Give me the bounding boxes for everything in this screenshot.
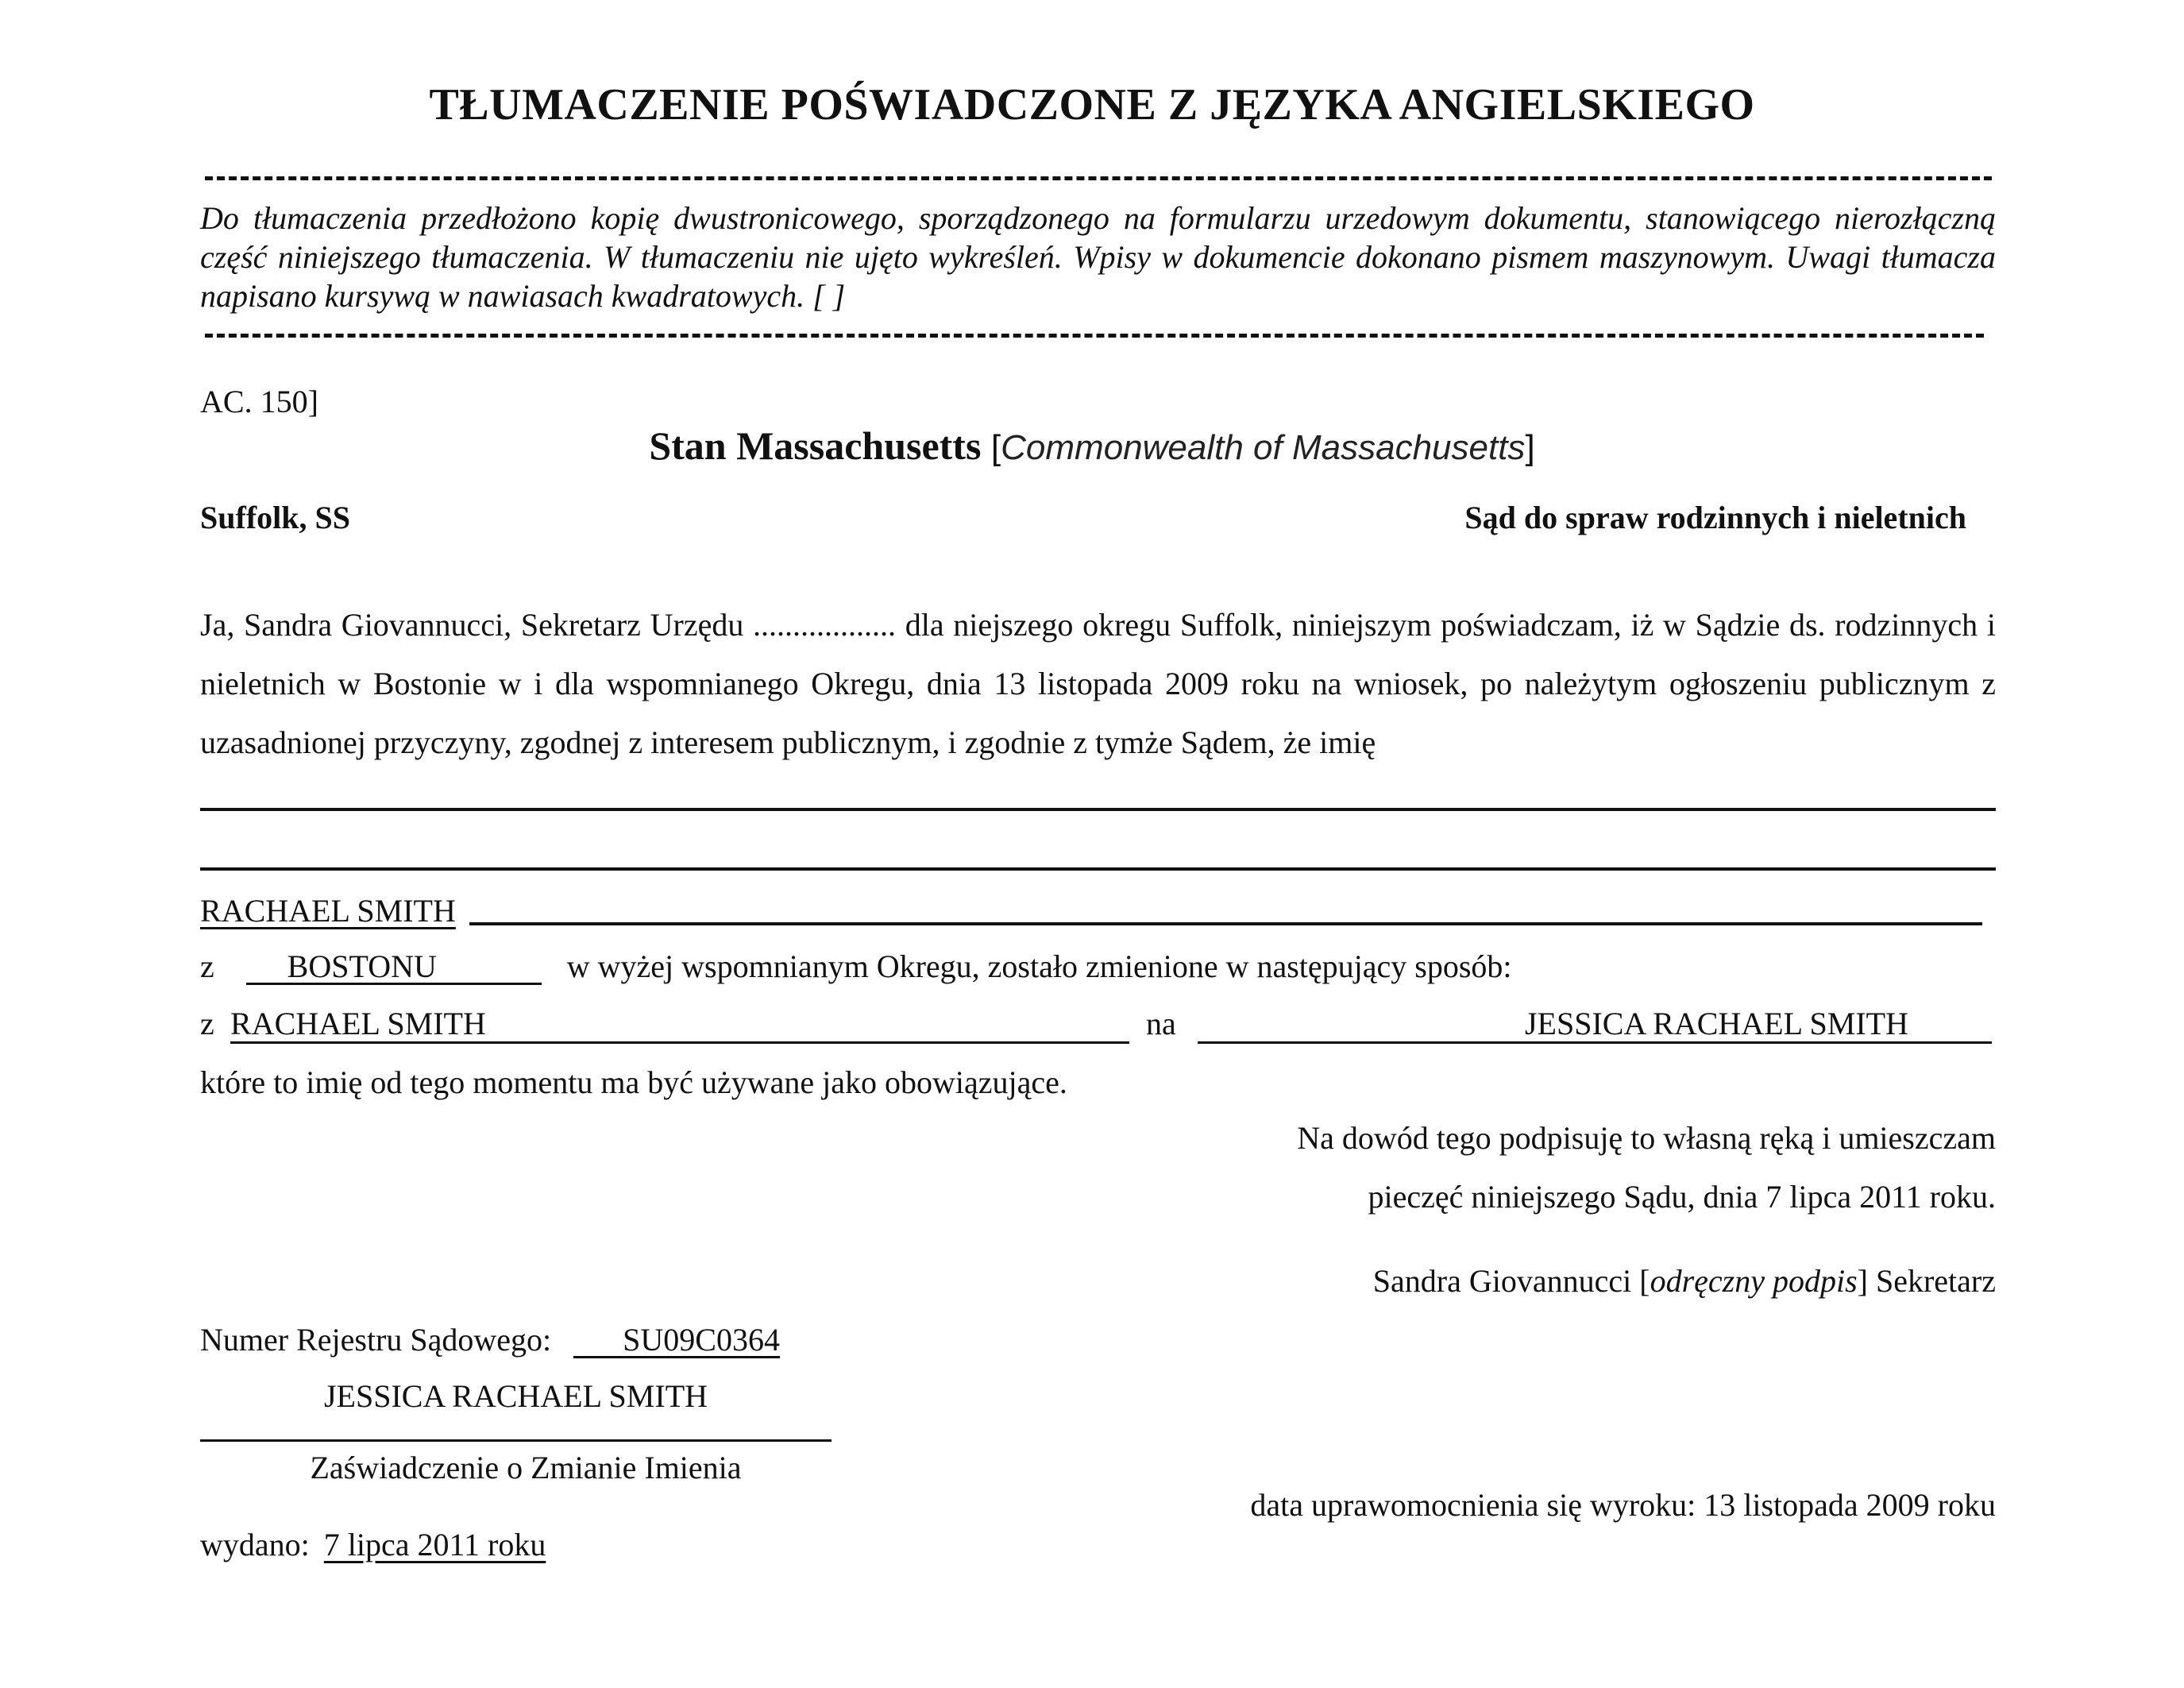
issued-date: 7 lipca 2011 roku	[323, 1527, 546, 1562]
to-name-field	[1198, 1008, 1992, 1044]
certificate-type: Zaświadczenie o Zmianie Imienia	[310, 1450, 742, 1485]
state-heading-bracket-open: [	[990, 428, 1001, 467]
form-code: AC. 150]	[200, 384, 318, 419]
blank-line-1	[200, 808, 1996, 811]
attestation-line-2: pieczęć niniejszego Sądu, dnia 7 lipca 2011 roku.	[1368, 1179, 1996, 1215]
state-heading-polish: Stan Massachusetts	[649, 423, 982, 468]
to-prefix: na	[1146, 1006, 1176, 1041]
issued-row	[200, 1529, 546, 1561]
signature-line	[1373, 1265, 1996, 1297]
docket-row	[200, 1324, 780, 1358]
former-name-row	[200, 895, 456, 927]
from-name: RACHAEL SMITH	[230, 1006, 486, 1041]
attestation-line-1: Na dowód tego podpisuję to własną ręką i umieszczam	[1297, 1120, 1996, 1156]
state-heading-original: Commonwealth of Massachusetts	[1001, 428, 1526, 467]
dashed-separator-bottom	[205, 334, 1984, 338]
former-name: RACHAEL SMITH	[200, 893, 456, 929]
place-field	[246, 948, 542, 985]
blank-line-2	[200, 867, 1996, 871]
signature-title: ] Sekretarz	[1857, 1263, 1996, 1299]
judgment-date-line: data uprawomocnienia się wyroku: 13 listopada 2009 roku	[1250, 1487, 1996, 1523]
document-title: TŁUMACZENIE POŚWIADCZONE Z JĘZYKA ANGIELSKIEGO	[429, 80, 1755, 129]
docket-number: SU09C0364	[623, 1322, 780, 1358]
translator-note: Do tłumaczenia przedłożono kopię dwustronicowego, sporządzonego na formularzu urzedowym dokumentu, stanowiącego nierozłączną część niniejszego tłumaczenia. W tłumaczeniu nie ujęto wykreśleń. Wpisy w dokumencie dokonano pismem maszynowym. Uwagi tłumacza napisano kursywą w nawiasach kwadratowych. [ ]	[200, 200, 1996, 314]
signature-note: odręczny podpis	[1650, 1263, 1858, 1299]
place-row	[200, 948, 1512, 985]
dashed-separator-top	[205, 176, 1992, 180]
issued-label: wydano:	[200, 1527, 310, 1562]
place-value: BOSTONU	[287, 948, 437, 984]
state-heading-bracket-close: ]	[1525, 428, 1535, 467]
docket-label: Numer Rejestru Sądowego:	[200, 1322, 552, 1358]
certification-paragraph: Ja, Sandra Giovannucci, Sekretarz Urzędu .................. dla niejszego okregu Suffolk, niniejszym poświadczam, iż w Sądzie ds. rodzinnych i nieletnich w Bostonie w i dla wspomnianego Okregu, dnia 13 listopada 2009 roku na wniosek, po należytym ogłoszeniu publicznym z uzasadnionej przyczyny, zgodnej z interesem publicznym, i zgodnie z tymże Sądem, że imię	[200, 607, 1996, 760]
docket-field	[573, 1324, 780, 1358]
state-heading	[0, 423, 2184, 468]
signature-name: Sandra Giovannucci [	[1372, 1263, 1650, 1299]
from-prefix: z	[200, 1006, 214, 1041]
county: Suffolk, SS	[200, 500, 350, 535]
place-suffix: w wyżej wspomnianym Okregu, zostało zmienione w następujący sposób:	[566, 948, 1512, 984]
to-name: JESSICA RACHAEL SMITH	[1524, 1006, 1908, 1041]
from-name-field	[230, 1008, 1129, 1044]
former-name-fill-line	[469, 922, 1982, 925]
effective-clause: które to imię od tego momentu ma być używane jako obowiązujące.	[200, 1064, 1067, 1100]
certificate-rule	[200, 1439, 832, 1442]
court-name: Sąd do spraw rodzinnych i nieletnich	[1464, 500, 1966, 535]
certificate-holder: JESSICA RACHAEL SMITH	[323, 1378, 708, 1414]
place-prefix: z	[200, 948, 214, 984]
